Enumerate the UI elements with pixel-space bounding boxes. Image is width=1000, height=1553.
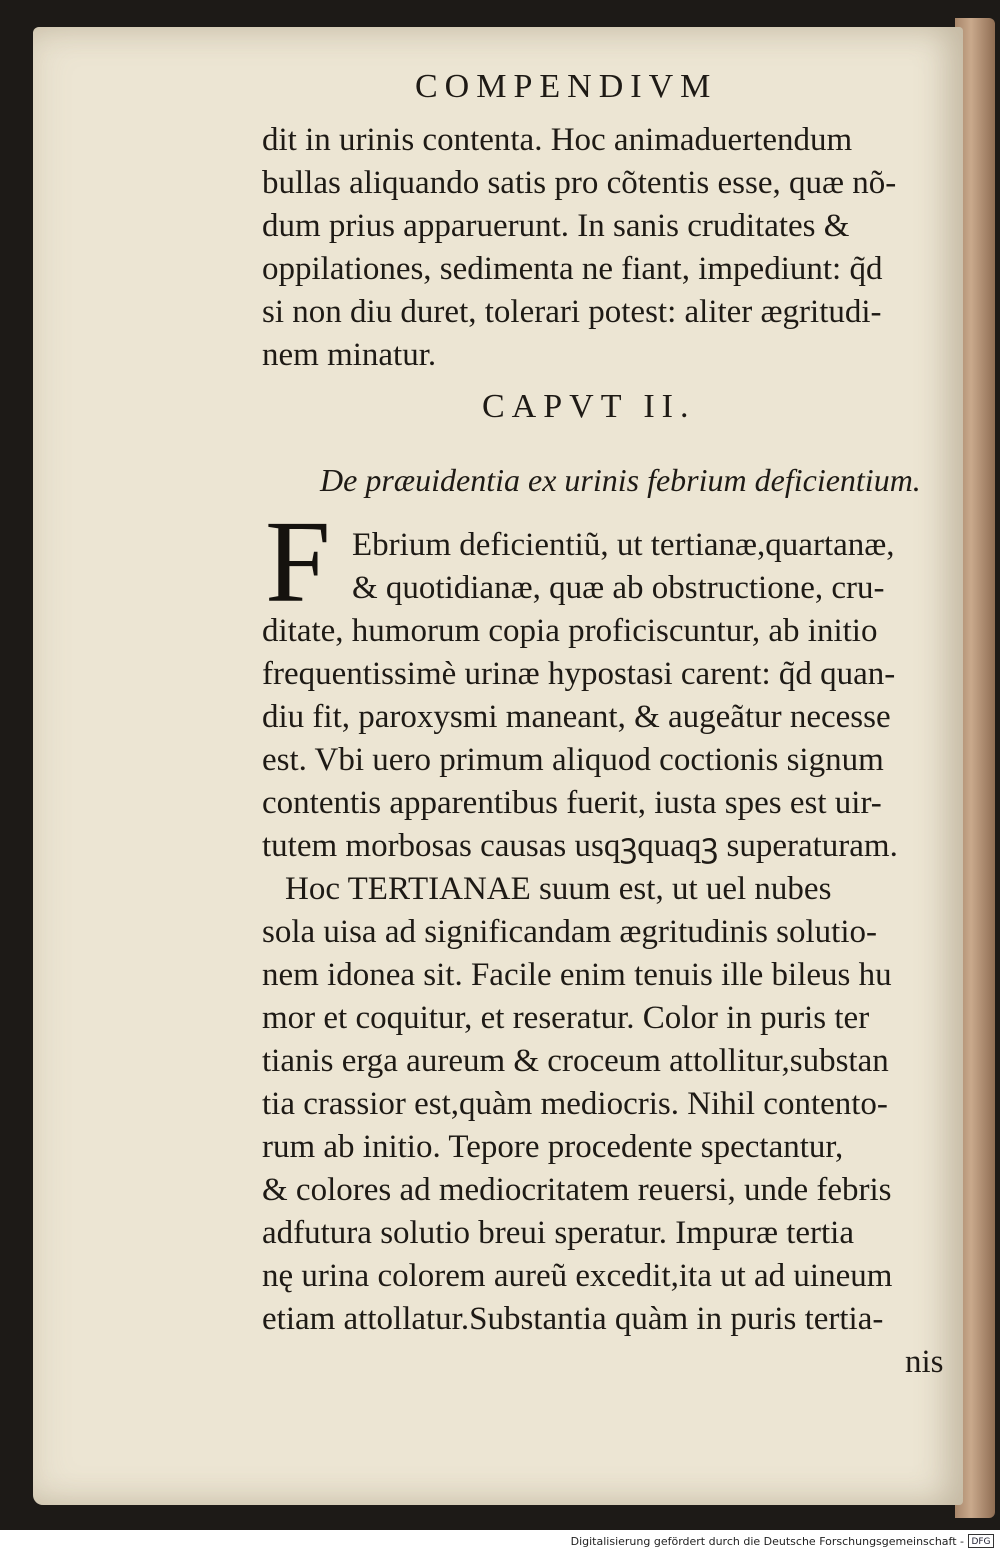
text-line: Ebrium deficientiũ, ut tertianæ,quartanæ, <box>352 527 895 563</box>
text-line: tutem morbosas causas usqꝫquaqꝫ superaturam. <box>262 828 898 864</box>
footer-bar <box>0 1530 1000 1553</box>
text-line: tia crassior est,quàm mediocris. Nihil contento- <box>262 1086 888 1122</box>
text-line: dum prius apparuerunt. In sanis cruditates & <box>262 208 850 244</box>
text-line: & quotidianæ, quæ ab obstructione, cru- <box>352 570 885 606</box>
running-head: COMPENDIVM <box>415 68 718 105</box>
text-line: sola uisa ad significandam ægritudinis solutio- <box>262 914 878 950</box>
text-line: ditate, humorum copia proficiscuntur, ab initio <box>262 613 878 649</box>
text-line: dit in urinis contenta. Hoc animaduertendum <box>262 122 853 158</box>
text-line: Hoc TERTIANAE suum est, ut uel nubes <box>285 871 832 907</box>
initial-letter: F <box>265 496 331 627</box>
text-line: nę urina colorem aureũ excedit,ita ut ad uineum <box>262 1258 893 1294</box>
text-line: etiam attollatur.Substantia quàm in puris tertia- <box>262 1301 884 1337</box>
chapter-heading: CAPVT II. <box>482 388 696 425</box>
text-line: mor et coquitur, et reseratur. Color in puris ter <box>262 1000 870 1036</box>
text-line: adfutura solutio breui speratur. Impuræ tertia <box>262 1215 855 1251</box>
text-line: contentis apparentibus fuerit, iusta spes est uir- <box>262 785 882 821</box>
text-line: tianis erga aureum & croceum attollitur,substan <box>262 1043 889 1079</box>
text-line: est. Vbi uero primum aliquod coctionis signum <box>262 742 884 778</box>
text-line: diu fit, paroxysmi maneant, & augeãtur necesse <box>262 699 891 735</box>
chapter-subtitle: De præuidentia ex urinis febrium deficientium. <box>320 462 921 498</box>
text-line: si non diu duret, tolerari potest: aliter ægritudi- <box>262 294 882 330</box>
text-line: oppilationes, sedimenta ne fiant, impediunt: q̃d <box>262 251 883 287</box>
text-line: nem minatur. <box>262 337 437 373</box>
footer-credit: Digitalisierung gefördert durch die Deutsche Forschungsgemeinschaft - <box>570 1535 964 1548</box>
dfg-logo-icon: DFG <box>968 1534 994 1548</box>
text-line: rum ab initio. Tepore procedente spectantur, <box>262 1129 844 1165</box>
text-line: bullas aliquando satis pro cõtentis esse, quæ nõ- <box>262 165 897 201</box>
text-line: & colores ad mediocritatem reuersi, unde febris <box>262 1172 892 1208</box>
catchword: nis <box>905 1344 944 1380</box>
text-line: frequentissimè urinæ hypostasi carent: q̃d quan- <box>262 656 896 692</box>
text-line: nem idonea sit. Facile enim tenuis ille bileus hu <box>262 957 892 993</box>
